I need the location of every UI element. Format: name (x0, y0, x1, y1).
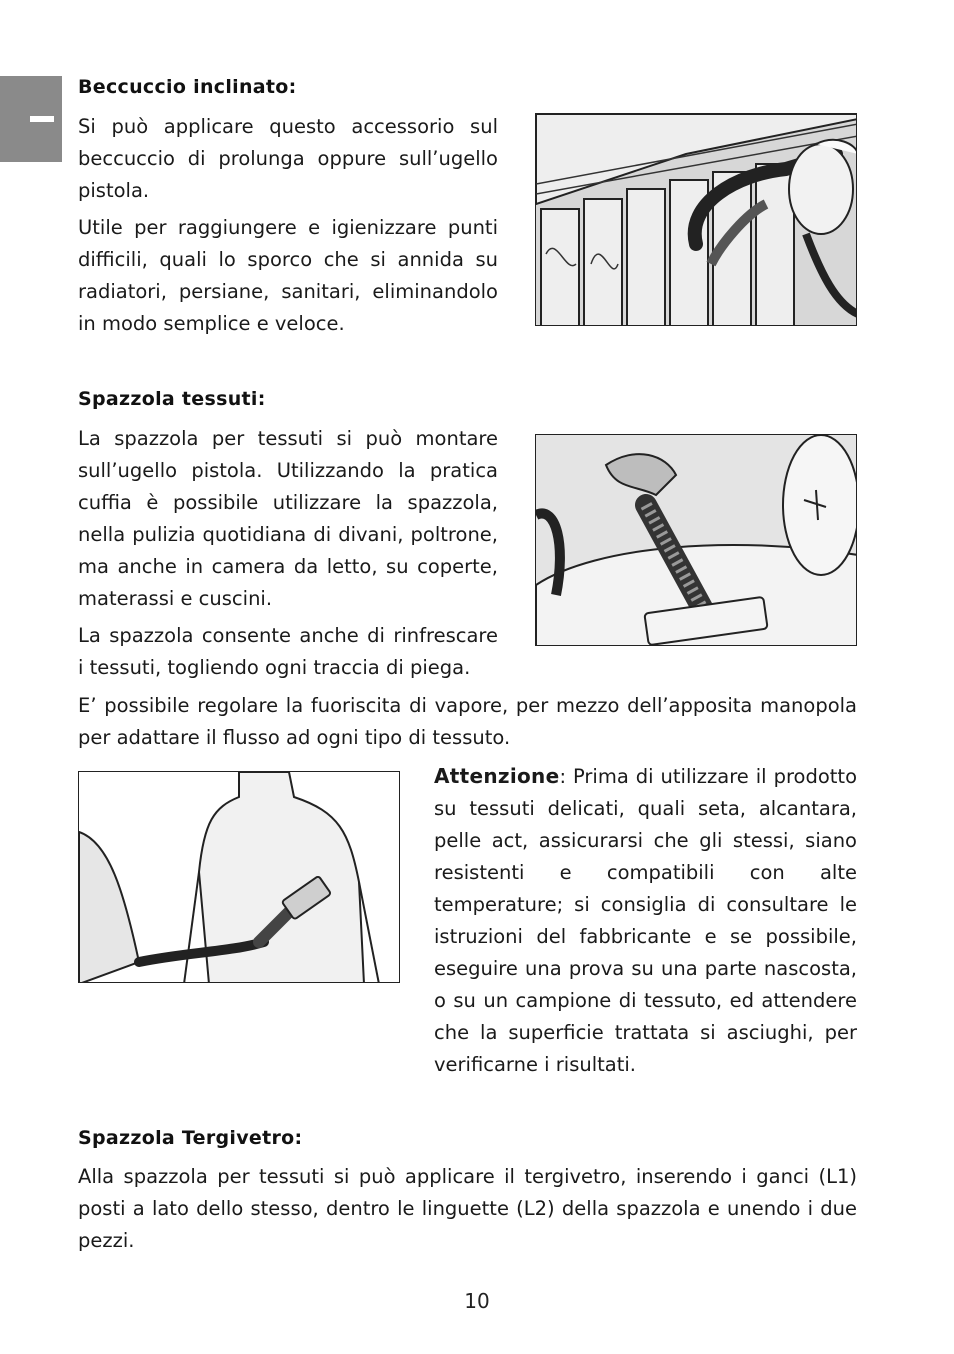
sofa-brush-illustration (535, 434, 857, 646)
paragraph: La spazzola per tessuti si può montare sull’ugello pistola. Utilizzando la pratica cuffia è possibile utilizzare la spazzola, nella pulizia quotidiana di divani, poltrone, ma anche in camera da letto, su coperte, materassi e cuscini. (78, 427, 498, 610)
paragraph: Si può applicare questo accessorio sul beccuccio di prolunga oppure sull’ugello pistola. (78, 115, 498, 202)
section-title-tergivetro: Spazzola Tergivetro: (78, 1127, 303, 1149)
section-title-spazzola-tessuti: Spazzola tessuti: (78, 388, 266, 410)
dash-icon (30, 116, 54, 122)
warning-paragraph (434, 760, 857, 1081)
section-title-beccuccio: Beccuccio inclinato: (78, 76, 297, 98)
garment-steaming-illustration (78, 771, 400, 983)
paragraph: Utile per raggiungere e igienizzare punti difficili, quali lo sporco che si annida su radiatori, persiane, sanitari, eliminandolo in modo semplice e veloce. (78, 216, 498, 335)
language-tab (0, 76, 62, 162)
page-number: 10 (464, 1289, 490, 1313)
warning-label: Attenzione (434, 764, 560, 788)
warning-text: : Prima di utilizzare il prodotto su tessuti delicati, quali seta, alcantara, pelle act, assicurarsi che gli stessi, siano resistenti e compatibili con alte temperature; si consiglia di consultare le istruzioni del fabbricante e se possibile, eseguire una prova su una parte nascosta, o su un campione di tessuto, ed attendere che la superficie trattata si asciughi, per verificarne i risultati. (434, 765, 857, 1076)
paragraph: La spazzola consente anche di rinfrescare i tessuti, togliendo ogni traccia di piega. (78, 624, 498, 679)
paragraph: E’ possibile regolare la fuoriscita di vapore, per mezzo dell’apposita manopola per adattare il flusso ad ogni tipo di tessuto. (78, 694, 857, 749)
paragraph: Alla spazzola per tessuti si può applicare il tergivetro, inserendo i ganci (L1) posti a lato dello stesso, dentro le linguette (L2) della spazzola e unendo i due pezzi. (78, 1165, 857, 1252)
radiator-illustration (535, 113, 857, 326)
